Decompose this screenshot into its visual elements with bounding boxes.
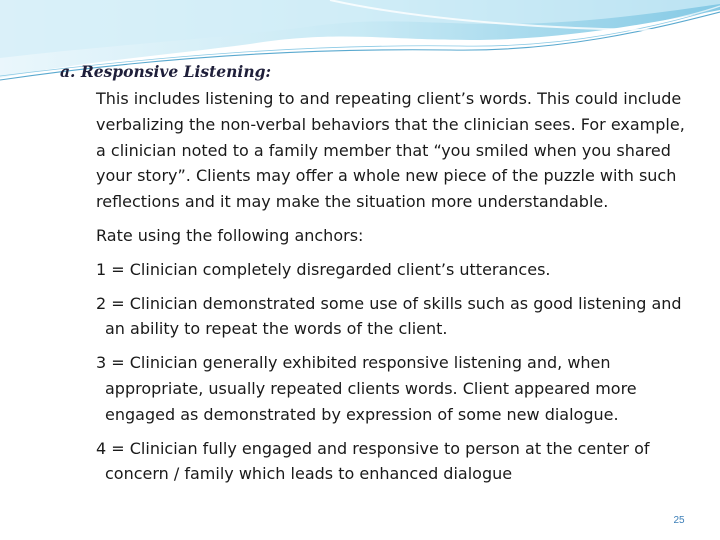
intro-paragraph: This includes listening to and repeating client’s words. This could include verbalizing the non-verbal behaviors that the clinician sees. For example, a clinician noted to a family member that “you smiled when you shared your story”. Clients may offer a whole new piece of the puzzle with such reflections and it may make the situation more understandable. [96,89,685,212]
slide-body [96,86,696,495]
anchor-item-2: 2 = Clinician demonstrated some use of skills such as good listening and an ability to repeat the words of the client. [96,293,682,339]
page-number: 25 [673,515,685,526]
anchor-item-3: 3 = Clinician generally exhibited responsive listening and, when appropriate, usually repeated clients words. Client appeared more engaged as demonstrated by expression of some new dialogue. [96,353,637,424]
section-heading: a. Responsive Listening: [60,62,272,81]
anchor-item-1: 1 = Clinician completely disregarded client’s utterances. [96,259,551,279]
anchor-item-4: 4 = Clinician fully engaged and responsive to person at the center of concern / family which leads to enhanced dialogue [96,438,650,484]
rating-instructions: Rate using the following anchors: [96,225,364,245]
